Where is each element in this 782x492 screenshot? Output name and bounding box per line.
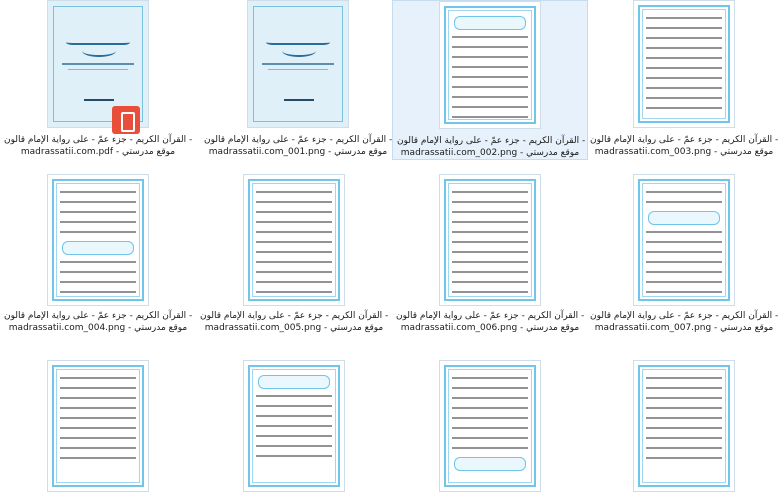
cover-subtitle-line: [68, 69, 128, 70]
file-thumbnail-page[interactable]: [47, 360, 149, 492]
text-line: [452, 251, 528, 253]
file-title: القرآن الكريم - جزء عمّ - على رواية الإمام قالون -: [590, 135, 779, 145]
text-line: [452, 387, 528, 389]
file-tile[interactable]: [392, 170, 588, 333]
text-line: [646, 231, 722, 233]
text-line: [646, 77, 722, 79]
text-line: [256, 395, 332, 397]
file-name: madrassatii.com_006.png - موقع مدرستي: [400, 323, 580, 333]
file-name: madrassatii.com_007.png - موقع مدرستي: [594, 323, 774, 333]
text-line: [256, 191, 332, 193]
text-line: [60, 271, 136, 273]
text-line: [452, 36, 528, 38]
text-line: [452, 417, 528, 419]
text-line: [646, 97, 722, 99]
text-line: [452, 447, 528, 449]
file-tile[interactable]: [392, 356, 588, 470]
text-line: [60, 417, 136, 419]
text-line: [452, 116, 528, 118]
text-line: [452, 427, 528, 429]
text-line: [646, 107, 722, 109]
file-tile[interactable]: [0, 170, 196, 333]
file-name: madrassatii.com_003.png - موقع مدرستي: [594, 147, 774, 157]
file-thumbnail-page[interactable]: [243, 360, 345, 492]
text-line: [646, 377, 722, 379]
text-line: [256, 241, 332, 243]
text-line: [60, 397, 136, 399]
text-line: [256, 251, 332, 253]
text-line: [646, 27, 722, 29]
file-thumbnail-page[interactable]: [633, 360, 735, 492]
text-line: [256, 221, 332, 223]
text-line: [646, 281, 722, 283]
file-tile[interactable]: [586, 0, 782, 160]
text-line: [256, 201, 332, 203]
file-tile-selected[interactable]: [392, 0, 588, 160]
file-thumbnail-page[interactable]: [243, 174, 345, 306]
text-line: [452, 46, 528, 48]
file-title: القرآن الكريم - جزء عمّ - على رواية الإمام قالون -: [4, 311, 193, 321]
surah-banner: [648, 211, 720, 225]
file-tile[interactable]: [196, 170, 392, 333]
text-line: [60, 427, 136, 429]
file-tile[interactable]: [586, 356, 782, 470]
file-thumbnail-page[interactable]: [439, 174, 541, 306]
surah-banner: [62, 241, 134, 255]
text-line: [646, 417, 722, 419]
text-line: [256, 211, 332, 213]
text-line: [60, 191, 136, 193]
text-line: [452, 221, 528, 223]
text-line: [256, 425, 332, 427]
text-line: [60, 211, 136, 213]
text-line: [60, 221, 136, 223]
text-line: [452, 397, 528, 399]
text-line: [256, 445, 332, 447]
text-line: [452, 437, 528, 439]
file-thumbnail-page[interactable]: [47, 174, 149, 306]
surah-banner: [454, 16, 526, 30]
file-thumbnail-page[interactable]: [633, 174, 735, 306]
text-line: [452, 211, 528, 213]
text-line: [452, 241, 528, 243]
text-line: [646, 57, 722, 59]
text-line: [646, 201, 722, 203]
text-line: [60, 447, 136, 449]
text-line: [452, 76, 528, 78]
text-line: [256, 261, 332, 263]
cover-subtitle-line: [262, 63, 334, 65]
text-line: [256, 281, 332, 283]
file-title: القرآن الكريم - جزء عمّ - على رواية الإمام قالون -: [396, 311, 585, 321]
file-tile[interactable]: [0, 356, 196, 470]
text-line: [646, 457, 722, 459]
text-line: [646, 427, 722, 429]
text-line: [60, 261, 136, 263]
file-title: القرآن الكريم - جزء عمّ - على رواية الإمام قالون -: [200, 311, 389, 321]
text-line: [256, 435, 332, 437]
text-line: [452, 106, 528, 108]
file-name: madrassatii.com_005.png - موقع مدرستي: [204, 323, 384, 333]
text-line: [646, 437, 722, 439]
file-thumbnail-cover[interactable]: [247, 0, 349, 128]
file-thumbnail-page[interactable]: [439, 360, 541, 492]
text-line: [646, 397, 722, 399]
file-name: madrassatii.com_002.png - موقع مدرستي: [400, 148, 580, 158]
text-line: [60, 201, 136, 203]
surah-banner: [258, 375, 330, 389]
text-line: [646, 67, 722, 69]
file-name: madrassatii.com_004.png - موقع مدرستي: [8, 323, 188, 333]
text-line: [452, 377, 528, 379]
text-line: [452, 261, 528, 263]
cover-calligraphy: [266, 17, 330, 45]
file-tile[interactable]: [586, 170, 782, 333]
text-line: [646, 291, 722, 293]
text-line: [452, 191, 528, 193]
text-line: [452, 407, 528, 409]
text-line: [256, 271, 332, 273]
text-line: [60, 291, 136, 293]
text-line: [452, 86, 528, 88]
text-line: [60, 387, 136, 389]
text-line: [256, 415, 332, 417]
pdf-file-icon: [112, 106, 140, 134]
text-line: [452, 56, 528, 58]
text-line: [452, 96, 528, 98]
text-line: [646, 261, 722, 263]
cover-calligraphy-sub: [82, 45, 116, 57]
file-tile[interactable]: [196, 356, 392, 470]
text-line: [646, 87, 722, 89]
text-line: [452, 281, 528, 283]
text-line: [452, 291, 528, 293]
cover-calligraphy: [66, 17, 130, 45]
text-line: [256, 231, 332, 233]
file-thumbnail-page[interactable]: [439, 1, 541, 129]
text-line: [256, 405, 332, 407]
file-tile[interactable]: [0, 0, 196, 160]
file-title: القرآن الكريم - جزء عمّ - على رواية الإمام قالون -: [204, 135, 393, 145]
file-thumbnail-page[interactable]: [633, 0, 735, 128]
text-line: [452, 66, 528, 68]
text-line: [60, 231, 136, 233]
text-line: [60, 377, 136, 379]
file-tile[interactable]: [200, 0, 396, 160]
cover-publisher-mark: [284, 91, 314, 101]
text-line: [60, 407, 136, 409]
text-line: [646, 447, 722, 449]
file-name: madrassatii.com.pdf - موقع مدرستي: [20, 147, 176, 157]
text-line: [646, 407, 722, 409]
text-line: [646, 47, 722, 49]
text-line: [452, 271, 528, 273]
text-line: [646, 191, 722, 193]
text-line: [646, 37, 722, 39]
surah-banner: [454, 457, 526, 471]
cover-subtitle-line: [268, 69, 328, 70]
file-title: القرآن الكريم - جزء عمّ - على رواية الإمام قالون -: [590, 311, 779, 321]
file-name: madrassatii.com_001.png - موقع مدرستي: [208, 147, 388, 157]
text-line: [452, 231, 528, 233]
text-line: [646, 251, 722, 253]
text-line: [646, 271, 722, 273]
text-line: [60, 281, 136, 283]
cover-publisher-mark: [84, 91, 114, 101]
text-line: [646, 241, 722, 243]
page-inner-border: [642, 9, 726, 119]
text-line: [60, 437, 136, 439]
file-title: القرآن الكريم - جزء عمّ - على رواية الإمام قالون -: [4, 135, 193, 145]
text-line: [646, 387, 722, 389]
cover-subtitle-line: [62, 63, 134, 65]
file-title: القرآن الكريم - جزء عمّ - على رواية الإمام قالون -: [397, 136, 586, 146]
cover-calligraphy-sub: [282, 45, 316, 57]
text-line: [60, 457, 136, 459]
text-line: [646, 17, 722, 19]
text-line: [452, 201, 528, 203]
text-line: [256, 455, 332, 457]
text-line: [256, 291, 332, 293]
